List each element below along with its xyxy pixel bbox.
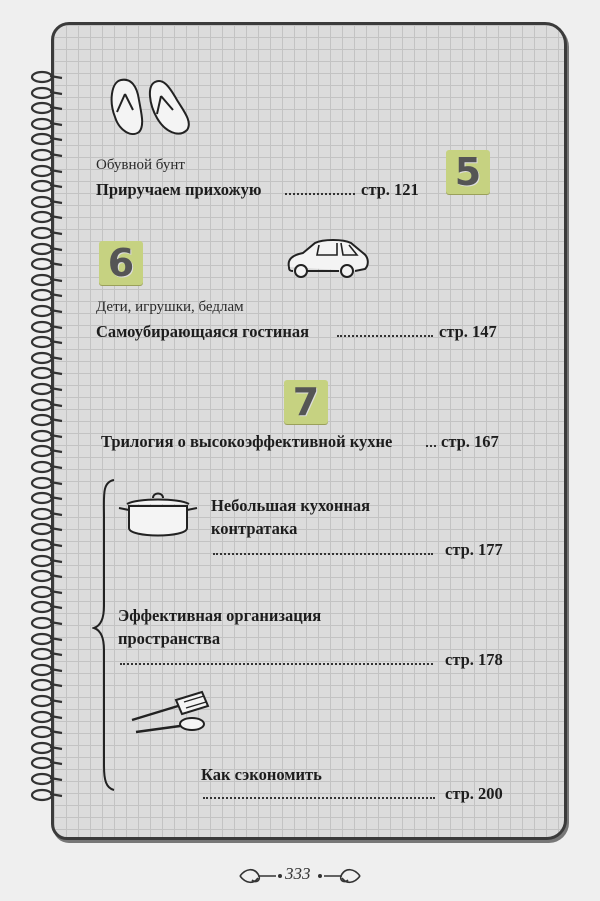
spiral-ring [30, 210, 64, 224]
ch6-entry-title[interactable]: Самоубирающаяся гостиная [96, 322, 310, 341]
spiral-ring [30, 710, 64, 724]
spiral-ring [30, 756, 64, 770]
car-icon [283, 235, 373, 283]
spiral-ring [30, 663, 64, 677]
ch7-sub1-leader-dots [213, 553, 433, 555]
spiral-ring [30, 320, 64, 334]
spiral-ring [30, 585, 64, 599]
spiral-ring [30, 164, 64, 178]
spiral-ring [30, 460, 64, 474]
spiral-ring [30, 476, 64, 490]
ch7-sub3-leader-dots [203, 797, 435, 799]
spatula-spoon-icon [128, 690, 214, 742]
ch6-subtitle: Дети, игрушки, бедлам [96, 299, 244, 315]
spiral-ring [30, 616, 64, 630]
spiral-ring [30, 554, 64, 568]
spiral-ring [30, 273, 64, 287]
ch7-sub3-page[interactable]: стр. 200 [445, 784, 503, 803]
ch7-entry-title[interactable]: Трилогия о высокоэффективной кухне [101, 432, 393, 451]
spiral-ring [30, 772, 64, 786]
ch7-sub2-title-line1[interactable]: Эффективная организация [118, 606, 322, 625]
brace-line [92, 476, 116, 792]
ch7-leader-dots [426, 445, 436, 447]
ch5-entry-page[interactable]: стр. 121 [361, 180, 419, 199]
ch6-leader-dots [337, 335, 433, 337]
ch7-sub1-title-line2[interactable]: контратака [211, 519, 298, 538]
spiral-ring [30, 647, 64, 661]
spiral-ring [30, 725, 64, 739]
spiral-ring [30, 741, 64, 755]
spiral-ring [30, 398, 64, 412]
spiral-ring [30, 242, 64, 256]
spiral-ring [30, 600, 64, 614]
spiral-ring [30, 522, 64, 536]
chapter-6-badge: 6 [99, 241, 143, 285]
ch7-entry-page[interactable]: стр. 167 [441, 432, 499, 451]
ch5-leader-dots [285, 193, 355, 195]
ch5-subtitle: Обувной бунт [96, 157, 185, 173]
spiral-ring [30, 70, 64, 84]
spiral-ring [30, 429, 64, 443]
flip-flops-icon [103, 72, 203, 142]
spiral-ring [30, 351, 64, 365]
spiral-ring [30, 694, 64, 708]
ch7-sub3-title[interactable]: Как сэкономить [201, 765, 322, 784]
chapter-5-badge: 5 [446, 150, 490, 194]
spiral-ring [30, 366, 64, 380]
spiral-ring [30, 257, 64, 271]
spiral-ring [30, 288, 64, 302]
spiral-ring [30, 195, 64, 209]
spiral-ring [30, 101, 64, 115]
ch7-sub1-page[interactable]: стр. 177 [445, 540, 503, 559]
pot-icon [117, 488, 199, 544]
spiral-ring [30, 382, 64, 396]
spiral-binding [30, 70, 70, 810]
ch7-sub2-title-line2[interactable]: пространства [118, 629, 221, 648]
spiral-ring [30, 678, 64, 692]
chapter-7-badge: 7 [284, 380, 328, 424]
spiral-ring [30, 788, 64, 802]
spiral-ring [30, 335, 64, 349]
spiral-ring [30, 132, 64, 146]
ch7-sub2-page[interactable]: стр. 178 [445, 650, 503, 669]
spiral-ring [30, 148, 64, 162]
spiral-ring [30, 117, 64, 131]
spiral-ring [30, 491, 64, 505]
ch6-entry-page[interactable]: стр. 147 [439, 322, 497, 341]
spiral-ring [30, 632, 64, 646]
spiral-ring [30, 304, 64, 318]
spiral-ring [30, 538, 64, 552]
spiral-ring [30, 226, 64, 240]
spiral-ring [30, 507, 64, 521]
page-number: 333 [285, 864, 311, 883]
spiral-ring [30, 444, 64, 458]
ch7-sub2-leader-dots [120, 663, 433, 665]
spiral-ring [30, 86, 64, 100]
spiral-ring [30, 569, 64, 583]
spiral-ring [30, 179, 64, 193]
ch5-entry-title[interactable]: Приручаем прихожую [96, 180, 262, 199]
ch7-sub1-title-line1[interactable]: Небольшая кухонная [211, 496, 371, 515]
spiral-ring [30, 413, 64, 427]
